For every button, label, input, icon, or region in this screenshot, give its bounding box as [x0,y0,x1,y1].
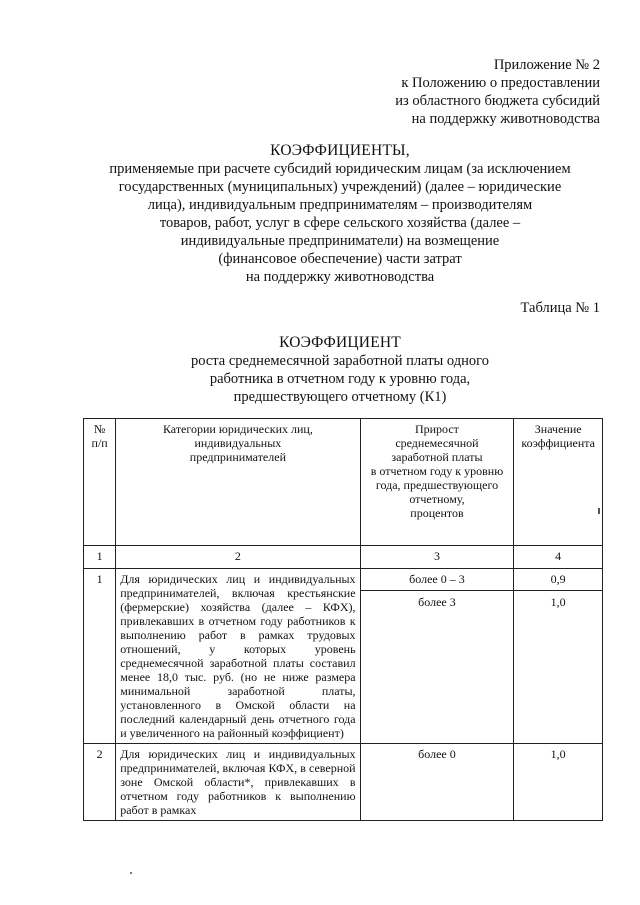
table-label: Таблица № 1 [520,300,600,316]
row-number: 1 [84,569,116,744]
coefficient-title [70,334,610,406]
coef-line: работника в отчетном году к уровню года, [209,371,471,387]
row-coefficient [514,744,603,821]
table-header-row [84,419,603,546]
title-line: (финансовое обеспечение) части затрат [218,251,462,267]
header-coefficient [514,419,603,546]
title-line: индивидуальные предприниматели) на возмещение [180,233,500,249]
header-text: заработной платы [391,450,483,464]
growth-value: более 0 – 3 [409,572,465,586]
header-text: Значение [534,422,582,436]
header-text: п/п [91,436,108,450]
title-heading: КОЭФФИЦИЕНТЫ, [270,142,410,159]
appendix-line: Приложение № 2 [493,57,600,73]
table-index-row [84,546,603,569]
scan-speck [130,872,132,874]
index-cell: 1 [84,546,116,569]
header-text: года, предшествующего [375,478,499,492]
coef-value: 1,0 [514,590,602,609]
title-line: лица), индивидуальным предпринимателям – производителям [147,197,533,213]
header-text: предпринимателей [189,450,286,464]
row-category: Для юридических лиц и индивидуальных предпринимателей, включая крестьянские (фермерские) хозяйства (далее – КФХ), привлекавших в отчетном году работников к выполнению работ в рамках трудовых отношений, у которых уровень среднемесячной заработной платы составил менее 18,0 тыс. руб. (но не ниже размера минимальной заработной платы, установленного в Омской области на последний календарный день отчетного года и увеличенного на районный коэффициент) [116,569,360,744]
row-coefficient [514,569,603,744]
appendix-block [320,56,600,128]
document-title [70,142,610,286]
header-text: индивидуальных [194,436,282,450]
coef-line: роста среднемесячной заработной платы одного [191,353,489,369]
table-row [84,744,603,821]
coef-value: 0,9 [550,572,566,586]
index-cell: 3 [360,546,514,569]
header-text: среднемесячной [395,436,479,450]
title-line: государственных (муниципальных) учреждений) (далее – юридические [118,179,562,195]
table-row [84,569,603,744]
appendix-line: из областного бюджета субсидий [395,93,600,109]
scan-mark [598,508,600,514]
index-cell: 4 [514,546,603,569]
coef-value: 1,0 [550,747,566,761]
row-category: Для юридических лиц и индивидуальных предпринимателей, включая КФХ, в северной зоне Омской области*, привлекавших в отчетном году работников к выполнению работ в рамках [116,744,360,821]
appendix-line: на поддержку животноводства [411,111,600,127]
coef-line: предшествующего отчетному (К1) [233,389,447,405]
header-text: коэффициента [521,436,596,450]
appendix-line: к Положению о предоставлении [401,75,600,91]
row-number: 2 [84,744,116,821]
header-text: в отчетном году к уровню [370,464,504,478]
index-cell: 2 [116,546,360,569]
coef-heading: КОЭФФИЦИЕНТ [279,334,401,351]
growth-value: более 3 [361,590,514,609]
title-line: товаров, работ, услуг в сфере сельского хозяйства (далее – [159,215,521,231]
header-text: отчетному, [409,492,465,506]
row-growth [360,744,514,821]
title-line: на поддержку животноводства [245,269,435,285]
header-num [84,419,116,546]
header-text: Категории юридических лиц, [162,422,313,436]
growth-value: более 0 [418,747,456,761]
header-text: Прирост [414,422,459,436]
header-growth [360,419,514,546]
row-growth [360,569,514,744]
header-category [116,419,360,546]
title-line: применяемые при расчете субсидий юридическим лицам (за исключением [109,161,571,177]
header-text: процентов [410,506,464,520]
coefficient-table [83,418,603,821]
header-text: № [93,422,106,436]
